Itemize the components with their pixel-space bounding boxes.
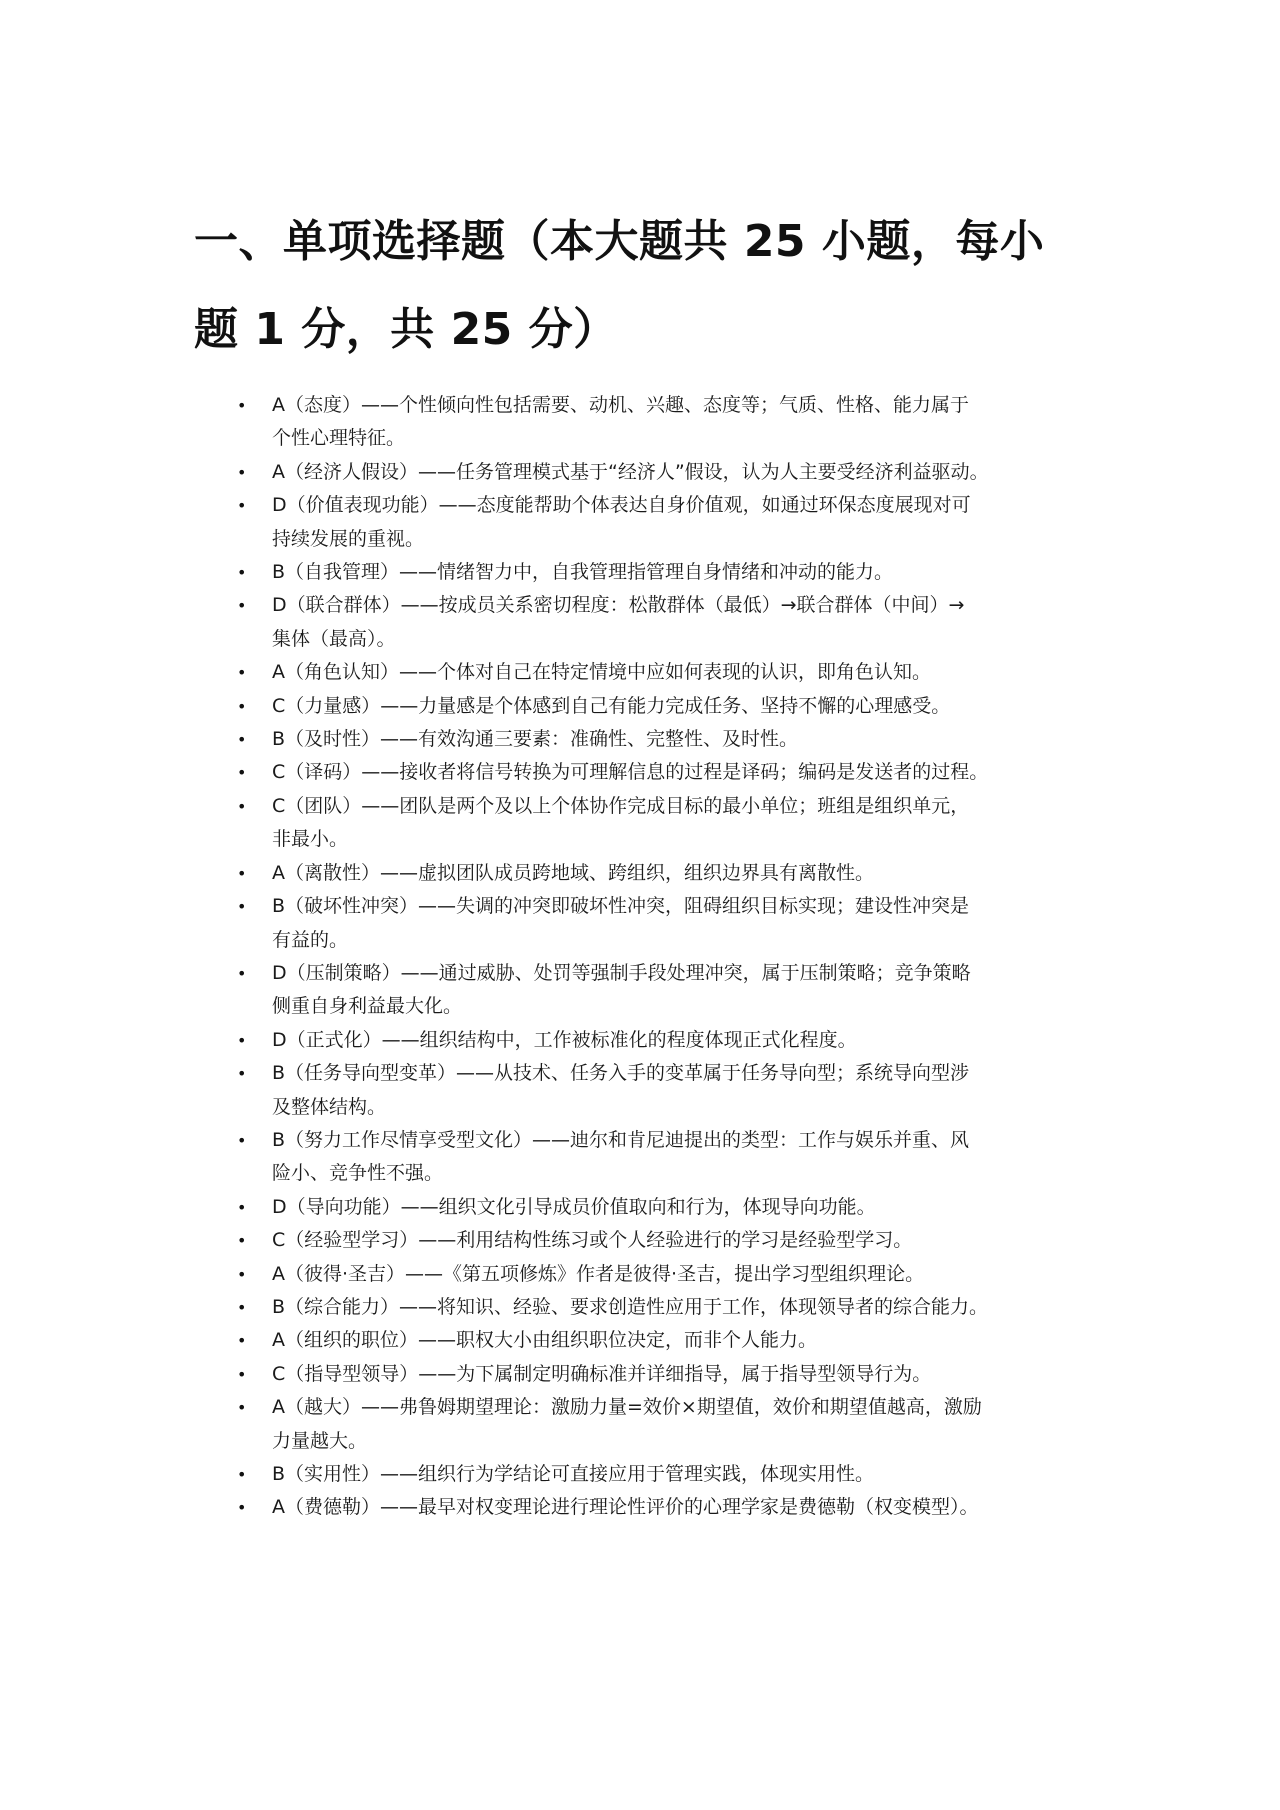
bullet-icon: • <box>237 1264 247 1284</box>
answer-item <box>237 1124 1092 1191</box>
bullet-icon: • <box>237 563 247 583</box>
bullet-icon: • <box>237 396 247 415</box>
bullet-icon: • <box>237 963 247 983</box>
answer-item <box>237 1258 1092 1291</box>
bullet-icon: • <box>237 796 247 816</box>
answer-item <box>237 790 1092 857</box>
answer-text-line: 持续发展的重视。 <box>272 527 425 550</box>
bullet-icon: • <box>237 1197 247 1217</box>
bullet-icon: • <box>237 1231 247 1251</box>
answer-text-line: 侧重自身利益最大化。 <box>272 995 463 1018</box>
answer-text-line: A（经济人假设）——任务管理模式基于“经济人”假设，认为人主要受经济利益驱动。 <box>272 460 989 483</box>
answer-text-line: D（压制策略）——通过威胁、处罚等强制手段处理冲突，属于压制策略；竞争策略 <box>272 961 971 984</box>
answer-item <box>237 556 1092 589</box>
answer-item <box>237 1458 1092 1491</box>
answer-text-line: 非最小。 <box>272 828 349 851</box>
answer-text-line: A（离散性）——虚拟团队成员跨地域、跨组织，组织边界具有离散性。 <box>272 861 874 884</box>
bullet-icon: • <box>237 1030 247 1050</box>
answer-text-line: B（努力工作尽情享受型文化）——迪尔和肯尼迪提出的类型：工作与娱乐并重、风 <box>272 1128 970 1151</box>
answer-item <box>237 756 1092 789</box>
answer-text-line: B（及时性）——有效沟通三要素：准确性、完整性、及时性。 <box>272 728 799 751</box>
bullet-icon: • <box>237 1364 247 1384</box>
bullet-icon: • <box>237 1498 247 1518</box>
bullet-icon: • <box>237 1465 247 1484</box>
answer-text-line: A（组织的职位）——职权大小由组织职位决定，而非个人能力。 <box>272 1329 817 1352</box>
answer-item <box>237 1491 1092 1524</box>
bullet-icon: • <box>237 863 247 883</box>
answer-text-line: C（译码）——接收者将信号转换为可理解信息的过程是译码；编码是发送者的过程。 <box>272 761 989 784</box>
bullet-icon: • <box>237 663 247 683</box>
answer-text-line: B（自我管理）——情绪智力中，自我管理指管理自身情绪和冲动的能力。 <box>272 561 894 584</box>
answer-item <box>237 1024 1092 1057</box>
bullet-icon: • <box>237 897 247 917</box>
answer-item <box>237 656 1092 689</box>
bullet-icon: • <box>237 596 247 616</box>
answer-text-line: 个性心理特征。 <box>272 427 406 450</box>
bullet-icon: • <box>237 462 247 482</box>
answer-item <box>237 456 1092 489</box>
section-heading-line-2: 题 1 分，共 25 分） <box>194 304 618 355</box>
bullet-icon: • <box>237 1297 247 1317</box>
answer-text-line: 力量越大。 <box>272 1429 368 1452</box>
answer-text-line: B（破坏性冲突）——失调的冲突即破坏性冲突，阻碍组织目标实现；建设性冲突是 <box>272 895 970 918</box>
bullet-icon: • <box>237 1398 247 1418</box>
answer-text-line: A（彼得·圣吉）——《第五项修炼》作者是彼得·圣吉，提出学习型组织理论。 <box>272 1262 925 1285</box>
answer-text-line: 险小、竞争性不强。 <box>272 1162 444 1185</box>
answer-text-line: D（正式化）——组织结构中，工作被标准化的程度体现正式化程度。 <box>272 1028 857 1051</box>
section-heading-line-1: 一、单项选择题（本大题共 25 小题，每小 <box>194 216 1045 267</box>
answer-text-line: C（指导型领导）——为下属制定明确标准并详细指导，属于指导型领导行为。 <box>272 1362 932 1385</box>
answer-item <box>237 589 1092 656</box>
answer-text-line: C（力量感）——力量感是个体感到自己有能力完成任务、坚持不懈的心理感受。 <box>272 694 951 717</box>
answer-list <box>237 389 1092 1525</box>
bullet-icon: • <box>237 1130 247 1150</box>
answer-item <box>237 723 1092 756</box>
answer-item <box>237 1191 1092 1224</box>
answer-text-line: A（越大）——弗鲁姆期望理论：激励力量=效价×期望值，效价和期望值越高，激励 <box>272 1396 982 1419</box>
answer-item <box>237 690 1092 723</box>
answer-text-line: D（价值表现功能）——态度能帮助个体表达自身价值观，如通过环保态度展现对可 <box>272 494 971 517</box>
answer-text-line: B（实用性）——组织行为学结论可直接应用于管理实践，体现实用性。 <box>272 1463 875 1485</box>
answer-item <box>237 1324 1092 1357</box>
answer-text-line: 集体（最高）。 <box>272 627 396 650</box>
answer-item <box>237 1224 1092 1257</box>
answer-text-line: A（角色认知）——个体对自己在特定情境中应如何表现的认识，即角色认知。 <box>272 661 931 684</box>
answer-item <box>237 389 1092 456</box>
bullet-icon: • <box>237 696 247 716</box>
answer-item <box>237 1358 1092 1391</box>
answer-item <box>237 957 1092 1024</box>
answer-text-line: C（团队）——团队是两个及以上个体协作完成目标的最小单位；班组是组织单元， <box>272 794 970 817</box>
answer-item <box>237 489 1092 556</box>
bullet-icon: • <box>237 730 247 750</box>
answer-text-line: D（导向功能）——组织文化引导成员价值取向和行为，体现导向功能。 <box>272 1195 876 1218</box>
answer-text-line: A（费德勒）——最早对权变理论进行理论性评价的心理学家是费德勒（权变模型）。 <box>272 1496 979 1519</box>
answer-text-line: D（联合群体）——按成员关系密切程度：松散群体（最低）→联合群体（中间）→ <box>272 594 965 617</box>
answer-item <box>237 1291 1092 1324</box>
answer-item <box>237 1391 1092 1458</box>
answer-item <box>237 857 1092 890</box>
bullet-icon: • <box>237 496 247 516</box>
answer-text-line: B（任务导向型变革）——从技术、任务入手的变革属于任务导向型；系统导向型涉 <box>272 1062 970 1085</box>
answer-text-line: B（综合能力）——将知识、经验、要求创造性应用于工作，体现领导者的综合能力。 <box>272 1295 989 1318</box>
section-heading <box>194 198 1094 374</box>
bullet-icon: • <box>237 763 247 783</box>
answer-text-line: A（态度）——个性倾向性包括需要、动机、兴趣、态度等；气质、性格、能力属于 <box>272 394 969 416</box>
answer-text-line: 有益的。 <box>272 928 349 951</box>
answer-item <box>237 1057 1092 1124</box>
answer-text-line: 及整体结构。 <box>272 1095 387 1118</box>
answer-text-line: C（经验型学习）——利用结构性练习或个人经验进行的学习是经验型学习。 <box>272 1229 913 1252</box>
answer-item <box>237 890 1092 957</box>
bullet-icon: • <box>237 1331 247 1351</box>
bullet-icon: • <box>237 1064 247 1084</box>
